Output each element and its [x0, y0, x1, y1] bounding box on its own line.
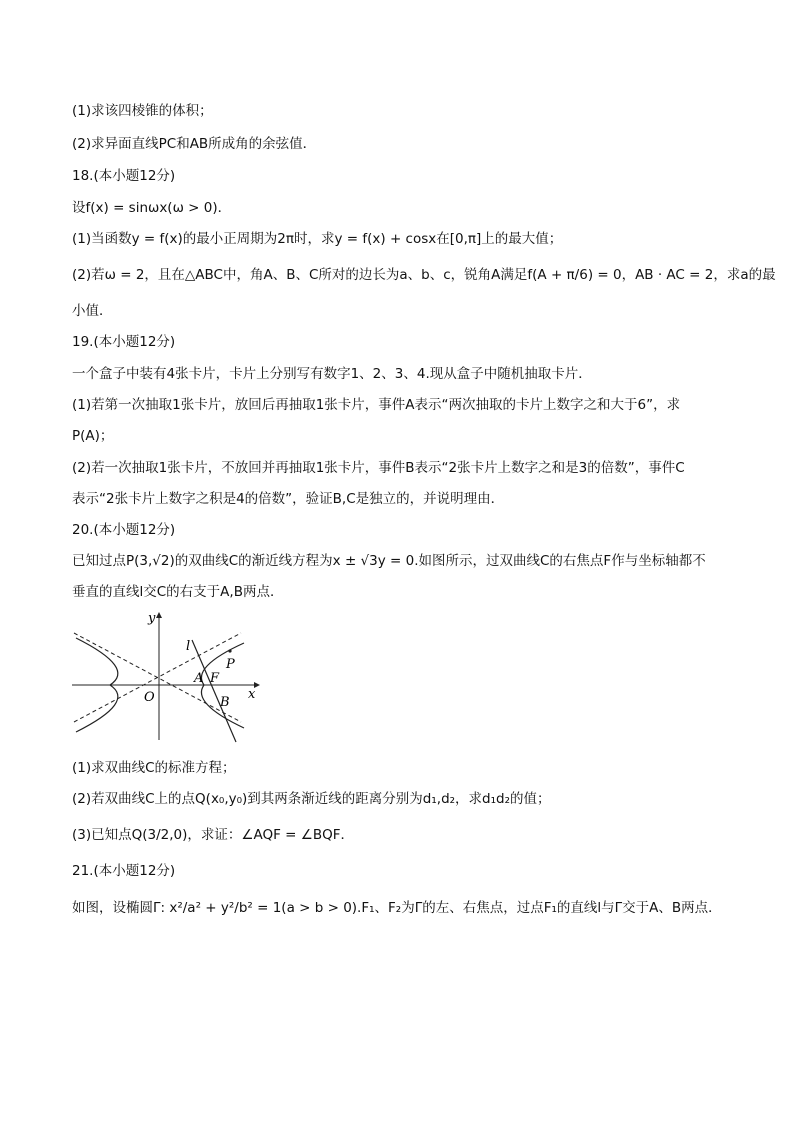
q21-stem: 如图，设椭圆Γ: x²/a² + y²/b² = 1(a > b > 0).F₁、F₂为Γ的左、右焦点，过点F₁的直线l与Γ交于A、B两点． [72, 900, 722, 916]
q18-header: 18.(本小题12分) [72, 168, 176, 184]
q18-part2-line2: 小值． [72, 303, 113, 319]
label-p: P [226, 657, 235, 672]
q17-part2: (2)求异面直线PC和AB所成角的余弦值． [72, 136, 317, 152]
y-axis-arrow-icon [156, 612, 162, 618]
q18-part1: (1)当函数y = f(x)的最小正周期为2π时，求y = f(x) + cosx在[0,π]上的最大值； [72, 231, 563, 247]
hyperbola-figure [66, 610, 266, 745]
q19-part2-line1: (2)若一次抽取1张卡片，不放回并再抽取1张卡片，事件B表示“2张卡片上数字之和是3的倍数”，事件C [72, 460, 685, 476]
q18-part2-line1: (2)若ω = 2，且在△ABC中，角A、B、C所对的边长为a、b、c，锐角A满足f(A + π/6) = 0，AB · AC = 2，求a的最 [72, 267, 776, 283]
q19-part1-line1: (1)若第一次抽取1张卡片，放回后再抽取1张卡片，事件A表示“两次抽取的卡片上数字之和大于6”，求 [72, 397, 681, 413]
q18-stem: 设f(x) = sinωx(ω > 0)． [72, 200, 232, 216]
label-l: l [186, 639, 191, 654]
label-origin: O [144, 690, 155, 705]
q20-part3: (3)已知点Q(3/2,0)，求证：∠AQF = ∠BQF． [72, 827, 355, 843]
q19-part1-line2: P(A)； [72, 428, 114, 444]
q20-part1: (1)求双曲线C的标准方程； [72, 760, 236, 776]
q19-part2-line2: 表示“2张卡片上数字之积是4的倍数”，验证B,C是独立的，并说明理由． [72, 491, 505, 507]
q21-header: 21.(本小题12分) [72, 863, 176, 879]
label-y: y [148, 611, 156, 626]
q19-stem: 一个盒子中装有4张卡片，卡片上分别写有数字1、2、3、4.现从盒子中随机抽取卡片． [72, 366, 592, 382]
label-f: F [210, 671, 220, 686]
label-a: A [194, 671, 204, 686]
q19-header: 19.(本小题12分) [72, 334, 176, 350]
q20-stem-line2: 垂直的直线l交C的右支于A,B两点． [72, 584, 284, 600]
q20-part2: (2)若双曲线C上的点Q(x₀,y₀)到其两条渐近线的距离分别为d₁,d₂，求d₁d₂的值； [72, 791, 551, 807]
line-l [192, 640, 236, 742]
label-x: x [248, 687, 256, 702]
q17-part1: (1)求该四棱锥的体积； [72, 103, 213, 119]
q20-stem-line1: 已知过点P(3,√2)的双曲线C的渐近线方程为x ± √3y = 0.如图所示，过双曲线C的右焦点F作与坐标轴都不 [72, 553, 706, 569]
label-b: B [220, 695, 230, 710]
point-p-marker [228, 649, 231, 652]
q20-header: 20.(本小题12分) [72, 522, 176, 538]
